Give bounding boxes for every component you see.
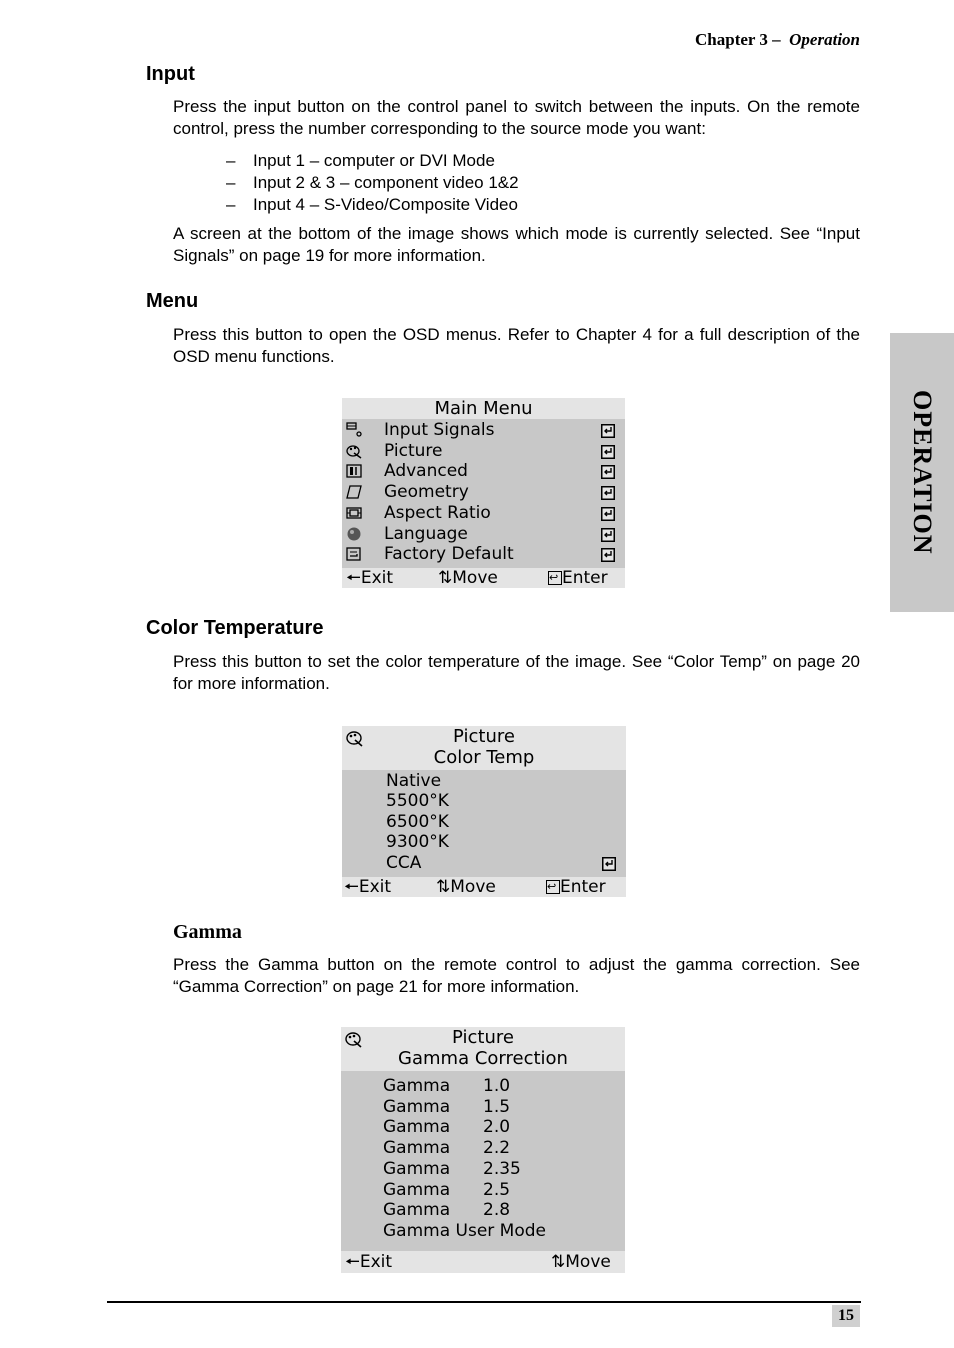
enter-icon [601, 547, 615, 561]
menu-item-input-signals[interactable] [342, 420, 625, 440]
color-temperature-heading: Color Temperature [146, 617, 324, 639]
enter-icon [601, 423, 615, 437]
gamma-option-label: Gamma User Mode [383, 1220, 547, 1241]
gamma-heading: Gamma [173, 921, 242, 943]
menu-item-label: Aspect Ratio [384, 502, 491, 523]
aspect-ratio-icon [346, 505, 362, 521]
exit-hint: 🠔Exit [346, 568, 394, 588]
gamma-option[interactable] [341, 1076, 625, 1096]
enter-icon [548, 571, 562, 585]
input-intro: Press the input button on the control panel to switch between the inputs. On the remote control, press the number corresponding to the source mode you want: [173, 97, 860, 138]
enter-icon [601, 527, 615, 541]
globe-icon [346, 526, 362, 542]
color-temp-option[interactable] [342, 853, 626, 873]
menu-item-language[interactable] [342, 524, 625, 544]
option-label: 6500°K [386, 811, 449, 832]
gamma-option-value: 2.35 [483, 1158, 521, 1179]
gamma-option-label: Gamma [383, 1179, 451, 1200]
menu-item-label: Picture [384, 440, 443, 461]
enter-icon [546, 880, 560, 894]
enter-icon [601, 506, 615, 520]
menu-heading: Menu [146, 290, 199, 312]
osd-title: Main Menu [342, 398, 625, 419]
enter-icon [601, 464, 615, 478]
gamma-option-value: 2.5 [483, 1179, 511, 1200]
gamma-option-value: 1.0 [483, 1076, 511, 1096]
advanced-icon [346, 463, 362, 479]
menu-item-factory-default[interactable] [342, 544, 625, 564]
header-section: Operation [789, 30, 860, 49]
osd-title [341, 1027, 625, 1071]
side-tab-label: OPERATION [908, 390, 937, 555]
option-label: Native [386, 771, 442, 791]
menu-item-label: Geometry [384, 482, 469, 503]
option-label: 5500°K [386, 791, 449, 812]
gamma-option[interactable] [341, 1117, 625, 1137]
osd-footer [342, 877, 626, 897]
running-header [560, 30, 860, 50]
factory-default-icon [346, 546, 362, 562]
move-hint: ⇅Move [551, 1252, 611, 1272]
enter-icon [601, 444, 615, 458]
gamma-text: Press the Gamma button on the remote control to adjust the gamma correction. See “Gamma Correction” on page 21 for more information. [173, 955, 860, 996]
input-note: A screen at the bottom of the image shows which mode is currently selected. See “Input Signals” on page 19 for more information. [173, 224, 860, 265]
gamma-option-value: 2.2 [483, 1138, 511, 1159]
enter-hint: ↩ Enter [546, 877, 606, 897]
gamma-option-label: Gamma [383, 1158, 451, 1179]
osd-title-line1: Picture [453, 726, 515, 747]
exit-hint: 🠔Exit [345, 1252, 393, 1272]
color-temp-option[interactable] [342, 791, 626, 811]
header-chapter: Chapter 3 – [695, 30, 781, 49]
gamma-option-label: Gamma [383, 1076, 451, 1096]
input-list [226, 150, 519, 216]
color-temp-osd [342, 726, 626, 897]
main-menu-osd [342, 398, 625, 588]
input-heading: Input [146, 63, 195, 85]
gamma-option-value: 2.8 [483, 1200, 511, 1221]
menu-text: Press this button to open the OSD menus. Refer to Chapter 4 for a full description of the OSD menu functions. [173, 325, 860, 366]
osd-title-line2: Gamma Correction [398, 1048, 568, 1069]
menu-item-advanced[interactable] [342, 461, 625, 481]
color-temp-option[interactable] [342, 832, 626, 852]
list-item: – Input 4 – S-Video/Composite Video [226, 195, 518, 214]
section-side-tab [890, 333, 954, 612]
palette-icon [346, 443, 362, 459]
gamma-osd [341, 1027, 625, 1273]
option-label: 9300°K [386, 832, 449, 853]
enter-icon [601, 485, 615, 499]
color-temperature-text: Press this button to set the color temperature of the image. See “Color Temp” on page 20 for more information. [173, 652, 860, 693]
geometry-icon [346, 484, 362, 500]
color-temp-option[interactable] [342, 771, 626, 791]
enter-icon [602, 856, 616, 870]
gamma-option[interactable] [341, 1200, 625, 1220]
gamma-option[interactable] [341, 1138, 625, 1158]
gamma-option[interactable] [341, 1180, 625, 1200]
move-hint: ⇅Move [436, 877, 496, 897]
gamma-option-value: 2.0 [483, 1117, 511, 1138]
move-hint: ⇅Move [438, 568, 498, 588]
menu-item-geometry[interactable] [342, 482, 625, 502]
gamma-option-label: Gamma [383, 1117, 451, 1138]
osd-footer [341, 1251, 625, 1273]
gamma-option-label: Gamma [383, 1138, 451, 1159]
exit-hint: 🠔Exit [344, 877, 392, 897]
gamma-option-label: Gamma [383, 1096, 451, 1117]
gamma-option-label: Gamma [383, 1200, 451, 1221]
input-signals-icon [346, 422, 362, 438]
page-number: 15 [832, 1305, 860, 1327]
enter-hint: ↩ Enter [548, 568, 608, 588]
osd-title [342, 726, 626, 770]
osd-footer [342, 568, 625, 588]
menu-item-label: Language [384, 523, 468, 544]
menu-item-label: Factory Default [384, 544, 514, 565]
osd-title-line1: Picture [452, 1027, 514, 1048]
list-item: – Input 2 & 3 – component video 1&2 [226, 173, 519, 192]
color-temp-option[interactable] [342, 812, 626, 832]
gamma-option-value: 1.5 [483, 1096, 511, 1117]
menu-item-aspect-ratio[interactable] [342, 503, 625, 523]
palette-icon [346, 729, 364, 747]
option-label: CCA [386, 852, 422, 873]
menu-item-picture[interactable] [342, 441, 625, 461]
menu-item-label: Input Signals [384, 420, 495, 440]
palette-icon [345, 1030, 363, 1048]
gamma-option[interactable] [341, 1221, 625, 1241]
footer-rule [107, 1301, 861, 1303]
gamma-option[interactable] [341, 1159, 625, 1179]
list-item: – Input 1 – computer or DVI Mode [226, 151, 495, 170]
menu-item-label: Advanced [384, 461, 468, 482]
osd-title-line2: Color Temp [433, 747, 535, 768]
gamma-option[interactable] [341, 1097, 625, 1117]
